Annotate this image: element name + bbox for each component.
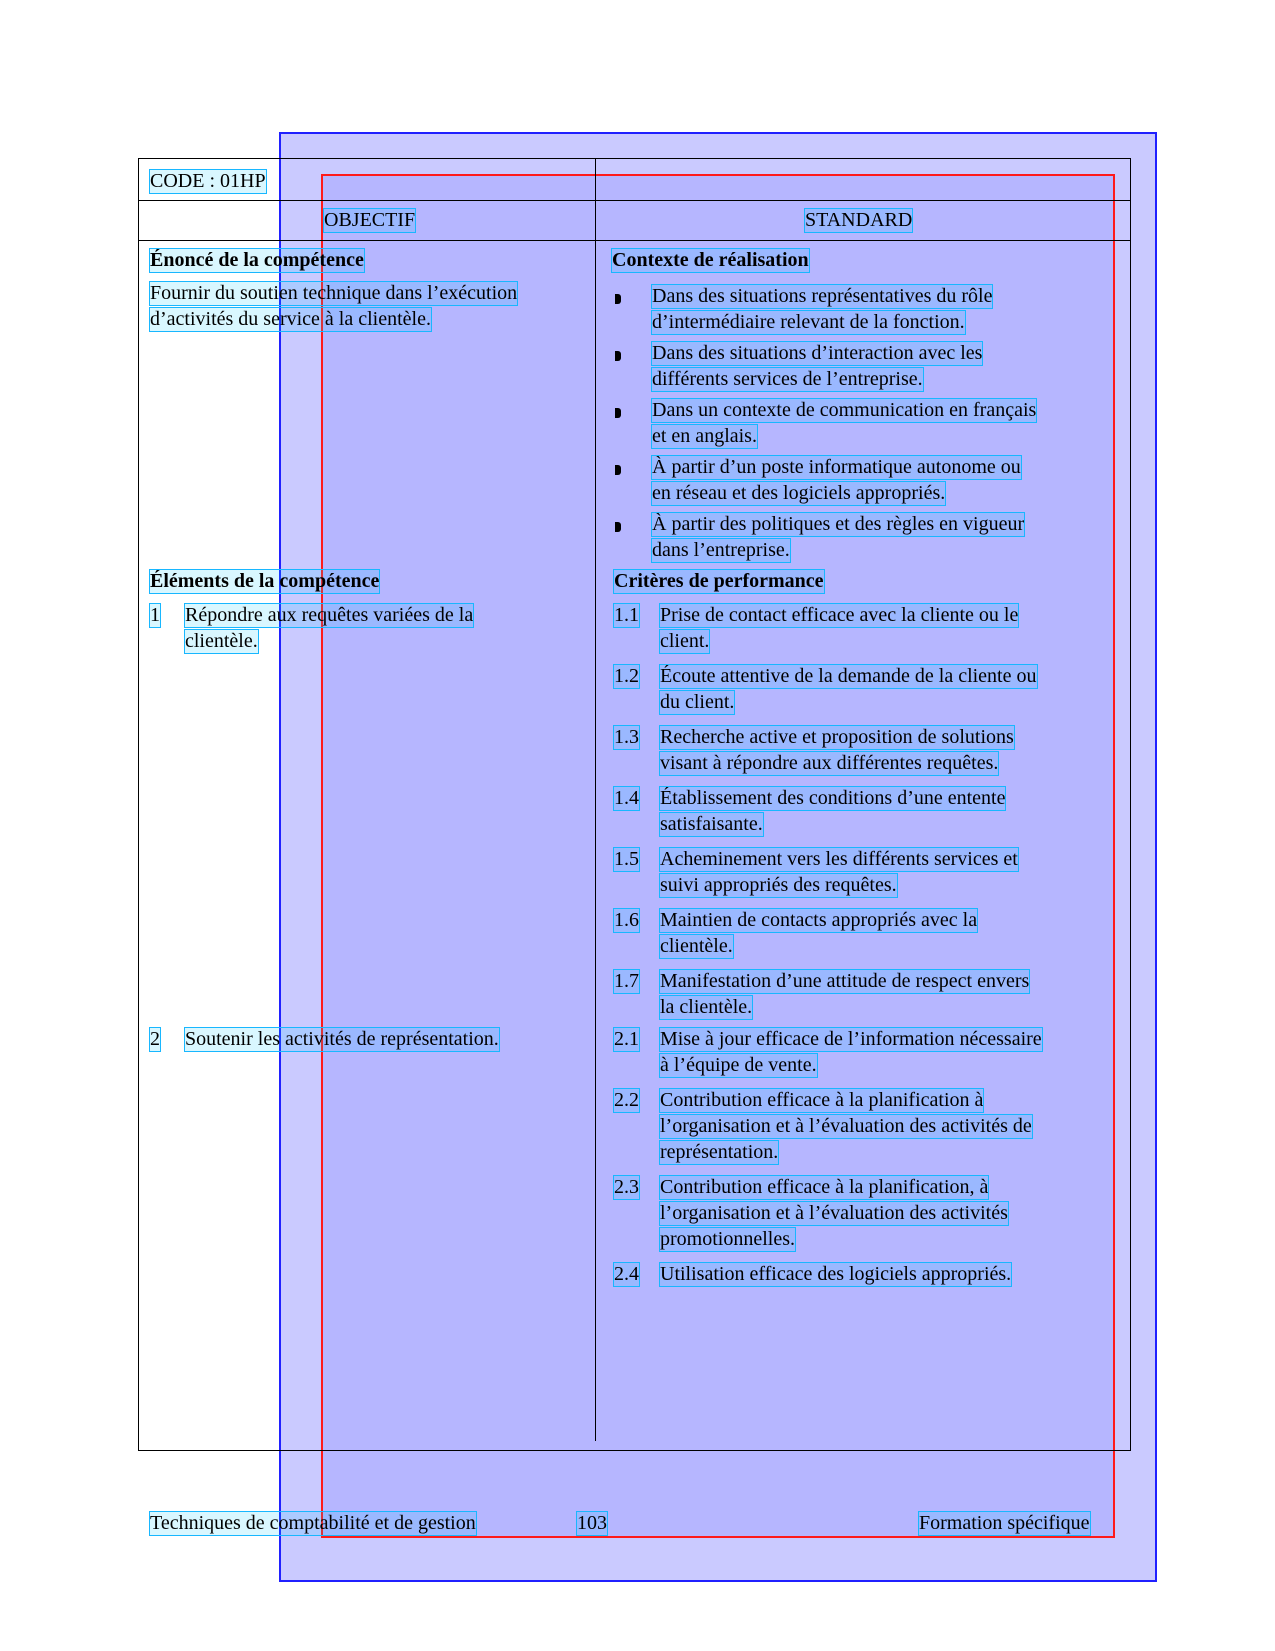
critere-2-2-line-2: l’organisation et à l’évaluation des activités de xyxy=(660,1115,1032,1137)
element-2-line-1: Soutenir les activités de représentation. xyxy=(185,1028,499,1050)
footer-left: Techniques de comptabilité et de gestion xyxy=(150,1512,476,1534)
table-header-line-1 xyxy=(138,200,1131,201)
critere-1-6-number: 1.6 xyxy=(614,909,639,931)
bullet-icon xyxy=(615,294,621,304)
critere-1-2-number: 1.2 xyxy=(614,665,639,687)
enonce-title: Énoncé de la compétence xyxy=(150,249,364,271)
critere-1-4-line-1: Établissement des conditions d’une entente xyxy=(660,787,1006,809)
bullet-icon xyxy=(615,408,621,418)
contexte-item-4-line-2: en réseau et des logiciels appropriés. xyxy=(652,482,946,504)
bullet-icon xyxy=(615,465,621,475)
critere-1-6-line-2: clientèle. xyxy=(660,935,733,957)
element-1-line-1: Répondre aux requêtes variées de la xyxy=(185,604,474,626)
critere-2-2-line-1: Contribution efficace à la planification à xyxy=(660,1089,984,1111)
element-2-number: 2 xyxy=(150,1028,160,1050)
critere-1-7-line-2: la clientèle. xyxy=(660,996,753,1018)
contexte-item-2-line-2: différents services de l’entreprise. xyxy=(652,368,923,390)
critere-1-7-number: 1.7 xyxy=(614,970,639,992)
contexte-item-3-line-1: Dans un contexte de communication en français xyxy=(652,399,1037,421)
contexte-item-1-line-2: d’intermédiaire relevant de la fonction. xyxy=(652,311,965,333)
critere-1-1-number: 1.1 xyxy=(614,604,639,626)
critere-1-3-line-2: visant à répondre aux différentes requêtes. xyxy=(660,752,999,774)
critere-2-3-line-2: l’organisation et à l’évaluation des activités xyxy=(660,1202,1008,1224)
critere-1-2-line-2: du client. xyxy=(660,691,735,713)
standard-header: STANDARD xyxy=(805,209,913,231)
contexte-title: Contexte de réalisation xyxy=(612,249,809,271)
element-1-number: 1 xyxy=(150,604,160,626)
objectif-header: OBJECTIF xyxy=(324,209,416,231)
table-header-line-2 xyxy=(138,240,1131,241)
contexte-item-4-line-1: À partir d’un poste informatique autonome ou xyxy=(652,456,1021,478)
critere-2-4-line-1: Utilisation efficace des logiciels appropriés. xyxy=(660,1263,1012,1285)
bullet-icon xyxy=(615,351,621,361)
critere-1-3-line-1: Recherche active et proposition de solutions xyxy=(660,726,1014,748)
contexte-item-2-line-1: Dans des situations d’interaction avec les xyxy=(652,342,983,364)
critere-2-1-line-1: Mise à jour efficace de l’information nécessaire xyxy=(660,1028,1042,1050)
critere-2-3-line-3: promotionnelles. xyxy=(660,1228,795,1250)
contexte-item-5-line-1: À partir des politiques et des règles en vigueur xyxy=(652,513,1025,535)
bullet-icon xyxy=(615,522,621,532)
critere-1-5-number: 1.5 xyxy=(614,848,639,870)
critere-2-1-line-2: à l’équipe de vente. xyxy=(660,1054,817,1076)
contexte-item-1-line-1: Dans des situations représentatives du rôle xyxy=(652,285,993,307)
criteres-title: Critères de performance xyxy=(614,570,824,592)
table-left-border xyxy=(138,158,139,1451)
critere-1-4-number: 1.4 xyxy=(614,787,639,809)
critere-2-2-line-3: représentation. xyxy=(660,1141,779,1163)
elements-title: Éléments de la compétence xyxy=(150,570,380,592)
enonce-line-2: d’activités du service à la clientèle. xyxy=(150,308,431,330)
element-1-line-2: clientèle. xyxy=(185,630,258,652)
critere-1-1-line-1: Prise de contact efficace avec la cliente ou le xyxy=(660,604,1019,626)
critere-1-3-number: 1.3 xyxy=(614,726,639,748)
critere-2-3-line-1: Contribution efficace à la planification, à xyxy=(660,1176,989,1198)
code-label: CODE : 01HP xyxy=(150,170,266,192)
contexte-item-3-line-2: et en anglais. xyxy=(652,425,757,447)
critere-2-3-number: 2.3 xyxy=(614,1176,639,1198)
enonce-line-1: Fournir du soutien technique dans l’exécution xyxy=(150,282,518,304)
table-bottom-border xyxy=(138,1450,1131,1451)
critere-1-5-line-2: suivi appropriés des requêtes. xyxy=(660,874,897,896)
critere-2-2-number: 2.2 xyxy=(614,1089,639,1111)
critere-1-1-line-2: client. xyxy=(660,630,710,652)
critere-2-4-number: 2.4 xyxy=(614,1263,639,1285)
critere-1-5-line-1: Acheminement vers les différents services et xyxy=(660,848,1018,870)
table-column-divider xyxy=(595,158,596,1441)
critere-1-4-line-2: satisfaisante. xyxy=(660,813,763,835)
critere-1-7-line-1: Manifestation d’une attitude de respect envers xyxy=(660,970,1030,992)
table-right-border xyxy=(1130,158,1131,1451)
contexte-item-5-line-2: dans l’entreprise. xyxy=(652,539,790,561)
footer-page-number: 103 xyxy=(577,1512,607,1534)
critere-1-6-line-1: Maintien de contacts appropriés avec la xyxy=(660,909,978,931)
critere-2-1-number: 2.1 xyxy=(614,1028,639,1050)
critere-1-2-line-1: Écoute attentive de la demande de la cliente ou xyxy=(660,665,1037,687)
table-top-border xyxy=(138,158,1131,159)
footer-right: Formation spécifique xyxy=(919,1512,1090,1534)
